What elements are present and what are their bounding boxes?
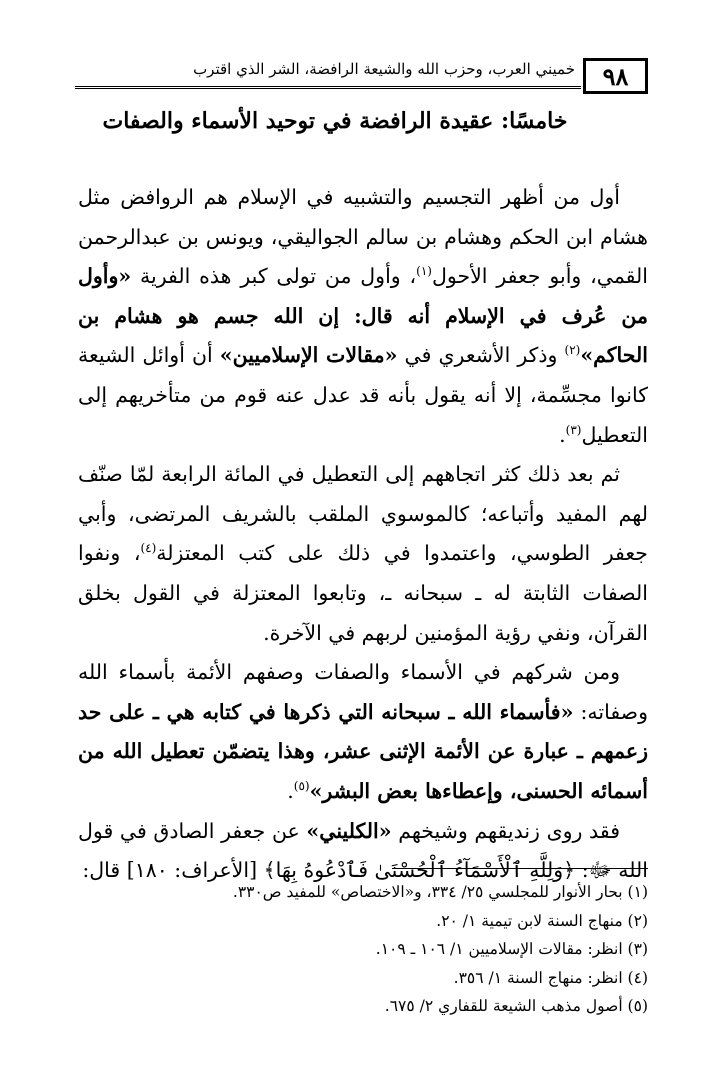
- paragraph-3: [78, 653, 648, 811]
- paragraph-1-text-d: أن أوائل الشيعة كانوا مجسِّمة، إلا أنه يقول بأنه قد عدل عنه قوم من متأخريهم إلى التعطيل: [78, 343, 648, 447]
- paragraph-3-text-b: .: [287, 778, 294, 803]
- paragraph-2-text-b: ، ونفوا الصفات الثابتة له ـ سبحانه ـ، وتابعوا المعتزلة في القول بخلق القرآن، ونفي رؤية المؤمنين لربهم في الآخرة.: [78, 541, 648, 645]
- footnote-ref-5[interactable]: (٥): [293, 779, 310, 794]
- paragraph-2: [78, 455, 648, 653]
- paragraph-4-text-c: [الأعراف: ١٨٠] قال:: [82, 858, 264, 883]
- paragraph-1-text-a: أول من أظهر التجسيم والتشبيه في الإسلام هم الروافض مثل هشام ابن الحكم وهشام بن سالم الجواليقي، ويونس بن عبدالرحمن القمي، وأبو جعفر الأحول: [78, 185, 648, 289]
- footnote-ref-4[interactable]: (٤): [140, 541, 157, 556]
- page-number: [583, 58, 648, 94]
- paragraph-1-text-e: .: [559, 422, 566, 447]
- footnote-2: (٢) منهاج السنة لابن تيمية ١/ ٢٠.: [436, 911, 648, 930]
- footnote-4: (٤) انظر: منهاج السنة ١/ ٣٥٦.: [453, 968, 648, 987]
- quote-asma: «فأسماء الله ـ سبحانه التي ذكرها في كتابه هي ـ على حد زعمهم ـ عبارة عن الأئمة الإثنى عشر، وهذا يتضمّن تعطيل الله من أسمائه الحسنى، وإعطاءها بعض البشر»: [78, 699, 648, 803]
- name-kulayni: «الكليني»: [306, 818, 392, 843]
- header-rule: [75, 86, 581, 89]
- quote-hisham: «وأول من عُرف في الإسلام أنه قال: إن الله جسم هو هشام بن الحاكم»: [78, 264, 648, 368]
- footnote-rule: [392, 868, 648, 869]
- quran-verse: ﴿وَلِلَّهِ ٱلْأَسْمَآءُ ٱلْحُسْنَىٰ فَٱدْعُوهُ بِهَا﴾: [263, 858, 576, 883]
- footnote-ref-3[interactable]: (٣): [565, 422, 582, 437]
- footnote-ref-1[interactable]: (١): [416, 264, 432, 279]
- paragraph-4-text-a: فقد روى زنديقهم وشيخهم: [391, 818, 620, 843]
- body-text: [78, 178, 648, 891]
- footnotes: [150, 878, 648, 1021]
- paragraph-1-text-b: ، وأول من تولى كبر هذه الفرية: [131, 264, 417, 289]
- footnote-1: (١) بحار الأنوار للمجلسي ٢٥/ ٣٣٤، و«الاختصاص» للمفيد ص٣٣٠.: [232, 883, 648, 901]
- page-number-text: ٩٨: [602, 61, 629, 91]
- paragraph-2-text-a: ثم بعد ذلك كثر اتجاههم إلى التعطيل في المائة الرابعة لمّا صنّف لهم المفيد وأتباعه؛ كالموسوي الملقب بالشريف المرتضى، وأبي جعفر الطوسي، واعتمدوا في ذلك على كتب المعتزلة: [78, 462, 648, 566]
- book-title-maqalat: «مقالات الإسلاميين»: [219, 343, 398, 368]
- paragraph-3-text-a: ومن شركهم في الأسماء والصفات وصفهم الأئمة بأسماء الله وصفاته:: [78, 660, 648, 724]
- paragraph-1-text-c: وذكر الأشعري في: [397, 343, 565, 368]
- paragraph-1: [78, 178, 648, 455]
- running-head: خميني العرب، وحزب الله والشيعة الرافضة، الشر الذي اقترب: [193, 60, 575, 78]
- footnote-3: (٣) انظر: مقالات الإسلاميين ١/ ١٠٦ ـ ١٠٩.: [375, 940, 648, 959]
- footnote-ref-2[interactable]: (٢): [564, 343, 581, 358]
- paragraph-4-text-b: عن جعفر الصادق في قول الله ﷻ:: [78, 818, 648, 883]
- section-title: خامسًا: عقيدة الرافضة في توحيد الأسماء والصفات: [102, 108, 568, 134]
- footnote-5: (٥) أصول مذهب الشيعة للقفاري ٢/ ٦٧٥.: [384, 997, 648, 1016]
